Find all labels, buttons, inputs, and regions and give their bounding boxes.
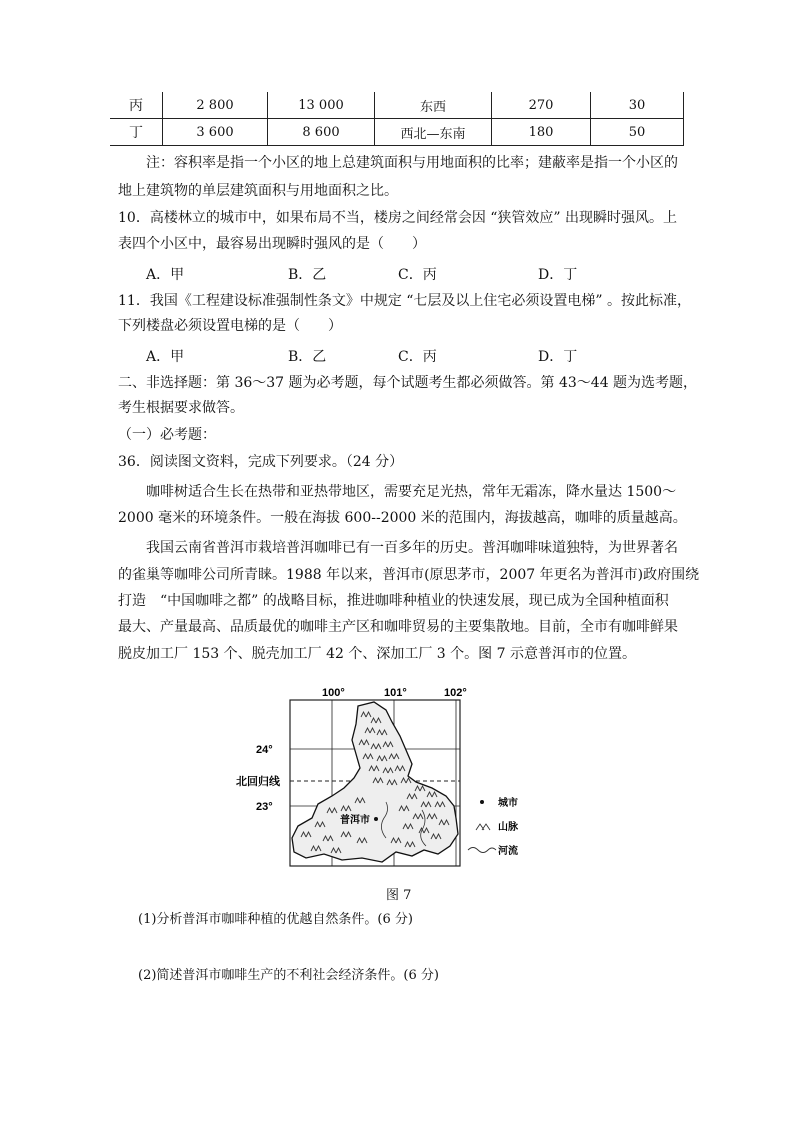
legend-city: 城市 bbox=[498, 798, 518, 809]
table-cell: 东西 bbox=[375, 92, 492, 119]
q10-option-b[interactable]: B．乙 bbox=[288, 267, 327, 283]
table-cell: 3 600 bbox=[163, 119, 268, 146]
legend-river-icon bbox=[468, 848, 496, 853]
figure-caption: 图 7 bbox=[386, 888, 412, 903]
section-2-line-1: 二、非选择题：第 36～37 题为必考题，每个试题考生都必须做答。第 43～44 题为选考题， bbox=[118, 375, 698, 391]
lat-label: 24° bbox=[256, 744, 273, 756]
table-cell: 270 bbox=[492, 92, 591, 119]
q10-option-c[interactable]: C．丙 bbox=[398, 267, 437, 283]
question-36-title: 36．阅读图文资料，完成下列要求。（24 分） bbox=[118, 454, 404, 470]
legend-city-dot bbox=[480, 800, 484, 804]
q36-paragraph-2-line-1: 我国云南省普洱市栽培普洱咖啡已有一百多年的历史。普洱咖啡味道独特，为世界著名 bbox=[146, 540, 678, 556]
table-row bbox=[110, 119, 684, 146]
lon-label: 100° bbox=[322, 687, 345, 699]
q10-option-a[interactable]: A．甲 bbox=[146, 267, 185, 283]
note-line-2: 地上建筑物的单层建筑面积与用地面积之比。 bbox=[118, 183, 398, 199]
city-label: 普洱市 bbox=[340, 815, 370, 826]
q36-paragraph-2-line-3: 打造 “中国咖啡之都” 的战略目标，推进咖啡种植业的快速发展，现已成为全国种植面积 bbox=[118, 593, 669, 609]
section-2-subheading: （一）必考题： bbox=[118, 427, 216, 443]
lon-label: 101° bbox=[384, 687, 407, 699]
tropic-label: 北回归线 bbox=[236, 775, 280, 788]
q36-paragraph-1-line-2: 2000 毫米的环境条件。一般在海拔 600--2000 米的范围内，海拔越高，咖啡的质量越高。 bbox=[118, 510, 687, 526]
question-11-line-2: 下列楼盘必须设置电梯的是（ ） bbox=[118, 318, 342, 334]
table-row bbox=[110, 92, 684, 119]
section-2-line-2: 考生根据要求做答。 bbox=[118, 400, 244, 416]
table-cell: 30 bbox=[591, 92, 684, 119]
q36-paragraph-2-line-5: 脱皮加工厂 153 个、脱壳加工厂 42 个、深加工厂 3 个。图 7 示意普洱市的位置。 bbox=[118, 646, 636, 662]
question-10-line-2: 表四个小区中，最容易出现瞬时强风的是（ ） bbox=[118, 236, 426, 252]
lat-label: 23° bbox=[256, 801, 273, 813]
legend-mountain: 山脉 bbox=[498, 822, 518, 833]
table-cell: 西北—东南 bbox=[375, 119, 492, 146]
legend-mountain-icon bbox=[476, 824, 490, 830]
note-line-1: 注：容积率是指一个小区的地上总建筑面积与用地面积的比率；建蔽率是指一个小区的 bbox=[146, 155, 678, 171]
q36-paragraph-2-line-2: 的雀巢等咖啡公司所青睐。1988 年以来，普洱市(原思茅市，2007 年更名为普洱市)政府围绕 bbox=[118, 567, 700, 583]
table-cell: 8 600 bbox=[268, 119, 375, 146]
q36-paragraph-2-line-4: 最大、产量最高、品质最优的咖啡主产区和咖啡贸易的主要集散地。目前，全市有咖啡鲜果 bbox=[118, 619, 678, 635]
q11-option-a[interactable]: A．甲 bbox=[146, 349, 185, 365]
q36-subquestion-2: (2)简述普洱市咖啡生产的不利社会经济条件。(6 分) bbox=[138, 968, 439, 983]
table-cell: 丙 bbox=[110, 92, 163, 119]
q11-option-c[interactable]: C．丙 bbox=[398, 349, 437, 365]
q36-subquestion-1: (1)分析普洱市咖啡种植的优越自然条件。(6 分) bbox=[138, 912, 413, 927]
question-10-line-1: 10．高楼林立的城市中，如果布局不当，楼房之间经常会因 “狭管效应” 出现瞬时强风。上 bbox=[118, 210, 678, 226]
q36-paragraph-1-line-1: 咖啡树适合生长在热带和亚热带地区，需要充足光热，常年无霜冻，降水量达 1500～ bbox=[146, 484, 677, 500]
data-table bbox=[110, 92, 684, 146]
table-cell: 2 800 bbox=[163, 92, 268, 119]
city-dot bbox=[374, 817, 378, 821]
table-cell: 50 bbox=[591, 119, 684, 146]
table-cell: 丁 bbox=[110, 119, 163, 146]
q11-option-d[interactable]: D．丁 bbox=[538, 349, 578, 365]
table-cell: 180 bbox=[492, 119, 591, 146]
question-11-line-1: 11．我国《工程建设标准强制性条文》中规定 “七层及以上住宅必须设置电梯” 。按此标准， bbox=[118, 293, 692, 309]
q11-option-b[interactable]: B．乙 bbox=[288, 349, 327, 365]
table-cell: 13 000 bbox=[268, 92, 375, 119]
location-map bbox=[236, 684, 536, 874]
legend-river: 河流 bbox=[498, 846, 518, 857]
q10-option-d[interactable]: D．丁 bbox=[538, 267, 578, 283]
lon-label: 102° bbox=[444, 687, 467, 699]
puer-region-outline bbox=[292, 702, 458, 862]
